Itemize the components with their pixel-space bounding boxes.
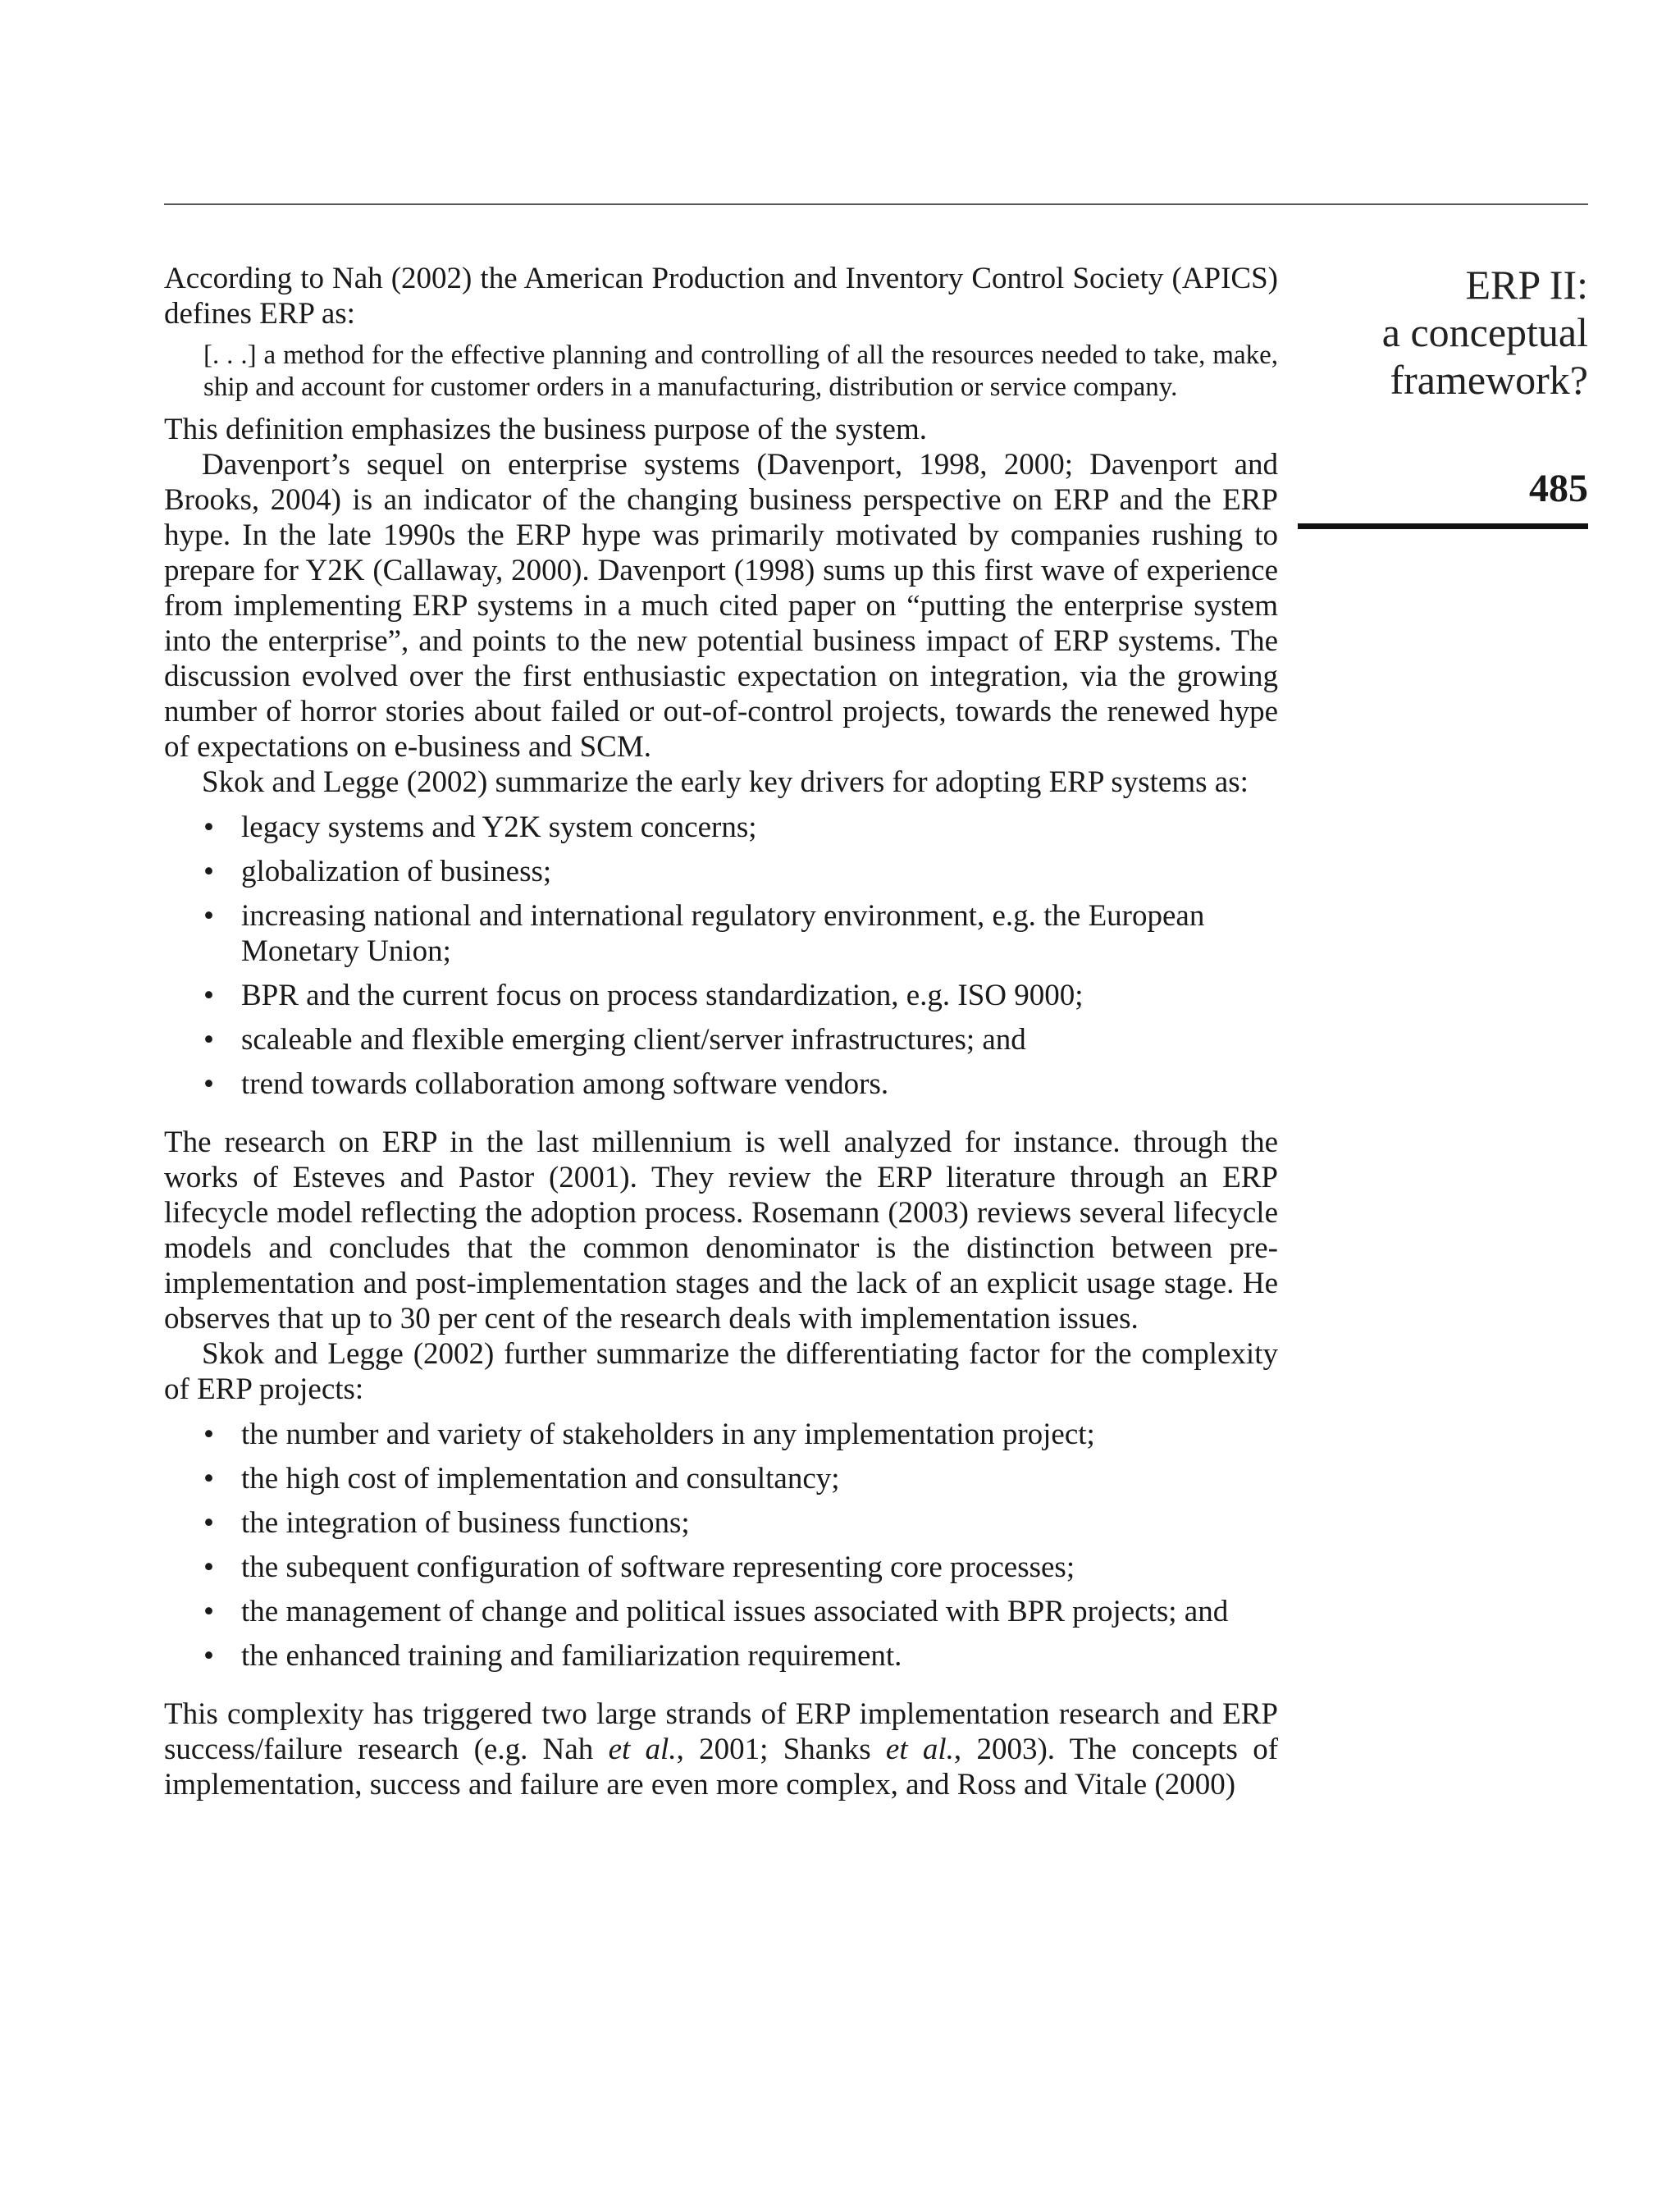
list-item: • the subequent configuration of software representing core processes; bbox=[164, 1550, 1278, 1585]
block-quote: [. . .] a method for the effective planning and controlling of all the resources needed to take, make, ship and account for customer orders in a manufacturing, distribution or service company. bbox=[203, 340, 1278, 402]
paragraph-7-part-c: , 2001; Shanks bbox=[676, 1733, 886, 1766]
list-item: • increasing national and international regulatory environment, e.g. the European Monetary Union; bbox=[164, 898, 1278, 969]
citation-et-al: et al. bbox=[608, 1733, 677, 1766]
top-rule bbox=[164, 203, 1588, 205]
body-text bbox=[164, 261, 1278, 1802]
complexity-list bbox=[164, 1417, 1278, 1674]
paragraph-2: This definition emphasizes the business purpose of the system. bbox=[164, 413, 927, 446]
list-item: • BPR and the current focus on process standardization, e.g. ISO 9000; bbox=[164, 978, 1278, 1013]
paragraph-4: Skok and Legge (2002) summarize the early key drivers for adopting ERP systems as: bbox=[202, 765, 1249, 799]
paragraph-3: Davenport’s sequel on enterprise systems (Davenport, 1998, 2000; Davenport and Brooks, 2004) is an indicator of the changing business perspective on ERP and the ERP hype. In the late 1990s the ERP hype was primarily motivated by companies rushing to prepare for Y2K (Callaway, 2000). Davenport (1998) sums up this first wave of experience from implementing ERP systems in a much cited paper on “putting the enterprise system into the enterprise”, and points to the new potential business impact of ERP systems. The discussion evolved over the first enthusiastic expectation on integration, via the growing number of horror stories about failed or out-of-control projects, towards the renewed hype of expectations on e-business and SCM. bbox=[164, 448, 1278, 764]
page-number-rule bbox=[1298, 523, 1588, 529]
list-item: • the integration of business functions; bbox=[164, 1505, 1278, 1541]
list-item: • scaleable and flexible emerging client/server infrastructures; and bbox=[164, 1022, 1278, 1057]
spacer bbox=[164, 1688, 1278, 1696]
list-item: • the high cost of implementation and consultancy; bbox=[164, 1461, 1278, 1496]
citation-et-al: et al. bbox=[885, 1733, 954, 1766]
list-item: • globalization of business; bbox=[164, 854, 1278, 889]
running-title-line-1: ERP II: bbox=[1465, 262, 1588, 308]
list-item: • the management of change and political issues associated with BPR projects; and bbox=[164, 1594, 1278, 1629]
paragraph-5: The research on ERP in the last millennium is well analyzed for instance. through the works of Esteves and Pastor (2001). They review the ERP literature through an ERP lifecycle model reflecting the adoption process. Rosemann (2003) reviews several lifecycle models and concludes that the common denominator is the distinction between pre-implementation and post-implementation stages and the lack of an explicit usage stage. He observes that up to 30 per cent of the research deals with implementation issues. bbox=[164, 1126, 1278, 1336]
paragraph-7-part-a: This complexity has triggered two large strands of ERP implementation research and ERP success/failure research (e.g. Nah bbox=[164, 1697, 1278, 1766]
running-title-line-3: framework? bbox=[1390, 357, 1588, 403]
list-item: • the enhanced training and familiarization requirement. bbox=[164, 1638, 1278, 1674]
page-number: 485 bbox=[1529, 467, 1588, 510]
list-item: • trend towards collaboration among software vendors. bbox=[164, 1066, 1278, 1102]
list-item: • the number and variety of stakeholders in any implementation project; bbox=[164, 1417, 1278, 1452]
paragraph-1: According to Nah (2002) the American Production and Inventory Control Society (APICS) defines ERP as: bbox=[164, 262, 1278, 331]
paragraph-6: Skok and Legge (2002) further summarize the differentiating factor for the complexity of ERP projects: bbox=[164, 1337, 1278, 1406]
spacer bbox=[164, 1116, 1278, 1125]
list-item: • legacy systems and Y2K system concerns; bbox=[164, 810, 1278, 845]
paragraph-7 bbox=[164, 1696, 1278, 1802]
running-title bbox=[1304, 261, 1588, 404]
drivers-list bbox=[164, 810, 1278, 1102]
running-title-line-2: a conceptual bbox=[1381, 309, 1588, 355]
paragraph-7-part-e: , 2003). The concepts of implementation, success and failure are even more complex, and Ross and Vitale (2000) bbox=[164, 1733, 1279, 1801]
